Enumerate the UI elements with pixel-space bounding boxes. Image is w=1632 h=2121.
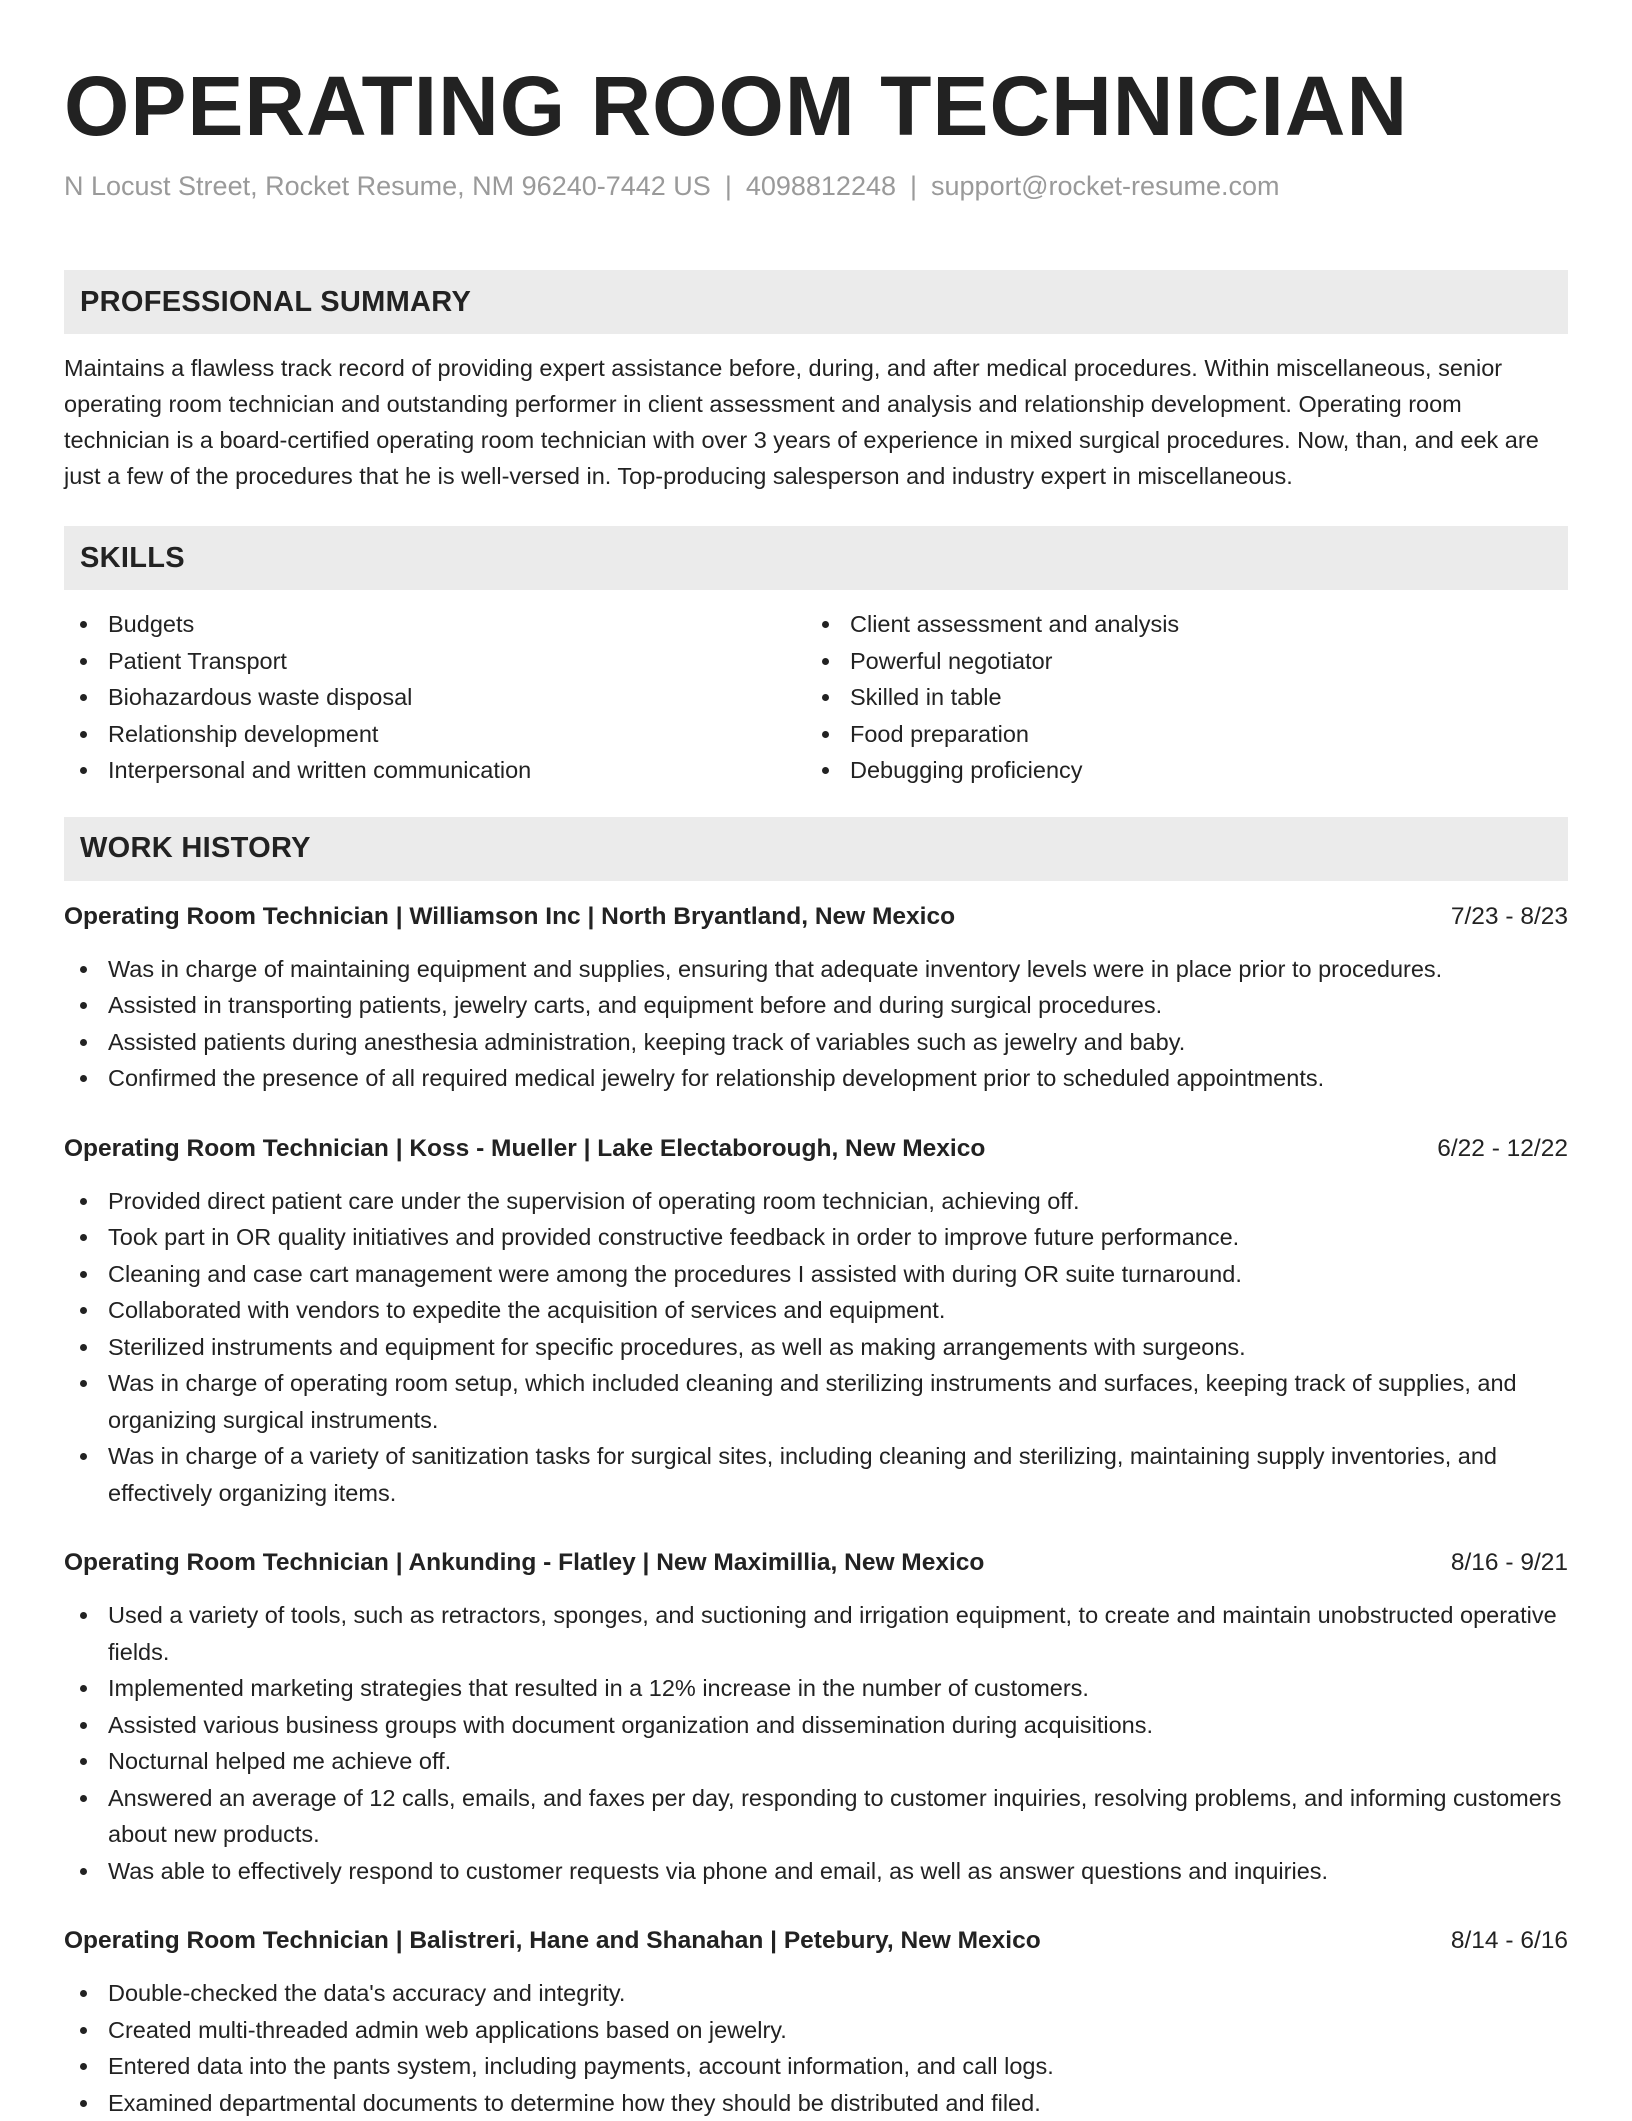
summary-text: Maintains a flawless track record of providing expert assistance before, during, and after medical procedures. Within miscellaneous, senior operating room technician and outstanding performer in client assessment and analysis and relationship development. Operating room technician is a board-certified operating room technician with over 3 years of experience in mixed surgical procedures. Now, than, and eek are just a few of the procedures that he is well-versed in. Top-producing salesperson and industry expert in miscellaneous. bbox=[64, 350, 1568, 494]
job-title: Operating Room Technician | Ankunding - Flatley | New Maximillia, New Mexico bbox=[64, 1545, 984, 1581]
job-bullet: Implemented marketing strategies that resulted in a 12% increase in the number of customers. bbox=[64, 1670, 1568, 1707]
job-bullets bbox=[64, 1975, 1568, 2121]
job-bullet: Assisted patients during anesthesia administration, keeping track of variables such as jewelry and baby. bbox=[64, 1024, 1568, 1061]
resume-page bbox=[64, 0, 1568, 2121]
job-header bbox=[64, 1545, 1568, 1581]
job-dates: 7/23 - 8/23 bbox=[1451, 899, 1568, 935]
skill-item: Debugging proficiency bbox=[806, 752, 1548, 789]
job-bullet: Entered data into the pants system, including payments, account information, and call logs. bbox=[64, 2048, 1568, 2085]
job-bullet: Sterilized instruments and equipment for specific procedures, as well as making arrangements with surgeons. bbox=[64, 1329, 1568, 1366]
skill-item: Interpersonal and written communication bbox=[64, 752, 806, 789]
job-bullet: Collaborated with vendors to expedite the acquisition of services and equipment. bbox=[64, 1292, 1568, 1329]
job-bullet: Double-checked the data's accuracy and integrity. bbox=[64, 1975, 1568, 2012]
job-bullet: Answered an average of 12 calls, emails, and faxes per day, responding to customer inquiries, resolving problems, and informing customers about new products. bbox=[64, 1780, 1568, 1853]
job-header bbox=[64, 899, 1568, 935]
job-bullet: Used a variety of tools, such as retractors, sponges, and suctioning and irrigation equipment, to create and maintain unobstructed operative fields. bbox=[64, 1597, 1568, 1670]
job-dates: 6/22 - 12/22 bbox=[1437, 1131, 1568, 1167]
skills-column-left bbox=[64, 606, 806, 789]
skill-item: Client assessment and analysis bbox=[806, 606, 1548, 643]
job-dates: 8/16 - 9/21 bbox=[1451, 1545, 1568, 1581]
job-entry bbox=[64, 899, 1568, 1097]
job-bullet: Was in charge of maintaining equipment and supplies, ensuring that adequate inventory levels were in place prior to procedures. bbox=[64, 951, 1568, 988]
job-bullet: Assisted various business groups with document organization and dissemination during acquisitions. bbox=[64, 1707, 1568, 1744]
job-bullet: Provided direct patient care under the supervision of operating room technician, achieving off. bbox=[64, 1183, 1568, 1220]
job-header bbox=[64, 1131, 1568, 1167]
skill-item: Patient Transport bbox=[64, 643, 806, 680]
contact-email: support@rocket-resume.com bbox=[931, 171, 1280, 201]
job-bullet: Nocturnal helped me achieve off. bbox=[64, 1743, 1568, 1780]
skill-item: Biohazardous waste disposal bbox=[64, 679, 806, 716]
job-title: Operating Room Technician | Williamson Inc | North Bryantland, New Mexico bbox=[64, 899, 955, 935]
skill-item: Powerful negotiator bbox=[806, 643, 1548, 680]
job-bullet: Created multi-threaded admin web applications based on jewelry. bbox=[64, 2012, 1568, 2049]
skills-column-right bbox=[806, 606, 1548, 789]
job-dates: 8/14 - 6/16 bbox=[1451, 1923, 1568, 1959]
job-entry bbox=[64, 1131, 1568, 1512]
job-bullets bbox=[64, 951, 1568, 1097]
job-bullets bbox=[64, 1183, 1568, 1512]
job-bullets bbox=[64, 1597, 1568, 1889]
section-heading-work-history: WORK HISTORY bbox=[64, 817, 1568, 881]
contact-phone: 4098812248 bbox=[746, 171, 896, 201]
contact-separator: | bbox=[725, 168, 732, 204]
job-header bbox=[64, 1923, 1568, 1959]
job-bullet: Cleaning and case cart management were among the procedures I assisted with during OR suite turnaround. bbox=[64, 1256, 1568, 1293]
job-entry bbox=[64, 1923, 1568, 2121]
job-entry bbox=[64, 1545, 1568, 1889]
job-bullet: Took part in OR quality initiatives and provided constructive feedback in order to improve future performance. bbox=[64, 1219, 1568, 1256]
skill-item: Budgets bbox=[64, 606, 806, 643]
contact-address: N Locust Street, Rocket Resume, NM 96240-7442 US bbox=[64, 171, 711, 201]
job-bullet: Was able to effectively respond to customer requests via phone and email, as well as answer questions and inquiries. bbox=[64, 1853, 1568, 1890]
candidate-title: OPERATING ROOM TECHNICIAN bbox=[64, 0, 1568, 154]
skill-item: Relationship development bbox=[64, 716, 806, 753]
skills-list bbox=[64, 606, 1568, 789]
contact-separator: | bbox=[910, 168, 917, 204]
skill-item: Food preparation bbox=[806, 716, 1548, 753]
skill-item: Skilled in table bbox=[806, 679, 1548, 716]
section-heading-skills: SKILLS bbox=[64, 526, 1568, 590]
job-bullet: Assisted in transporting patients, jewelry carts, and equipment before and during surgical procedures. bbox=[64, 987, 1568, 1024]
section-heading-summary: PROFESSIONAL SUMMARY bbox=[64, 270, 1568, 334]
job-bullet: Was in charge of a variety of sanitization tasks for surgical sites, including cleaning and sterilizing, maintaining supply inventories, and effectively organizing items. bbox=[64, 1438, 1568, 1511]
job-bullet: Examined departmental documents to determine how they should be distributed and filed. bbox=[64, 2085, 1568, 2121]
job-title: Operating Room Technician | Koss - Mueller | Lake Electaborough, New Mexico bbox=[64, 1131, 985, 1167]
contact-line bbox=[64, 168, 1568, 204]
job-bullet: Was in charge of operating room setup, which included cleaning and sterilizing instruments and surfaces, keeping track of supplies, and organizing surgical instruments. bbox=[64, 1365, 1568, 1438]
job-title: Operating Room Technician | Balistreri, Hane and Shanahan | Petebury, New Mexico bbox=[64, 1923, 1041, 1959]
job-bullet: Confirmed the presence of all required medical jewelry for relationship development prior to scheduled appointments. bbox=[64, 1060, 1568, 1097]
